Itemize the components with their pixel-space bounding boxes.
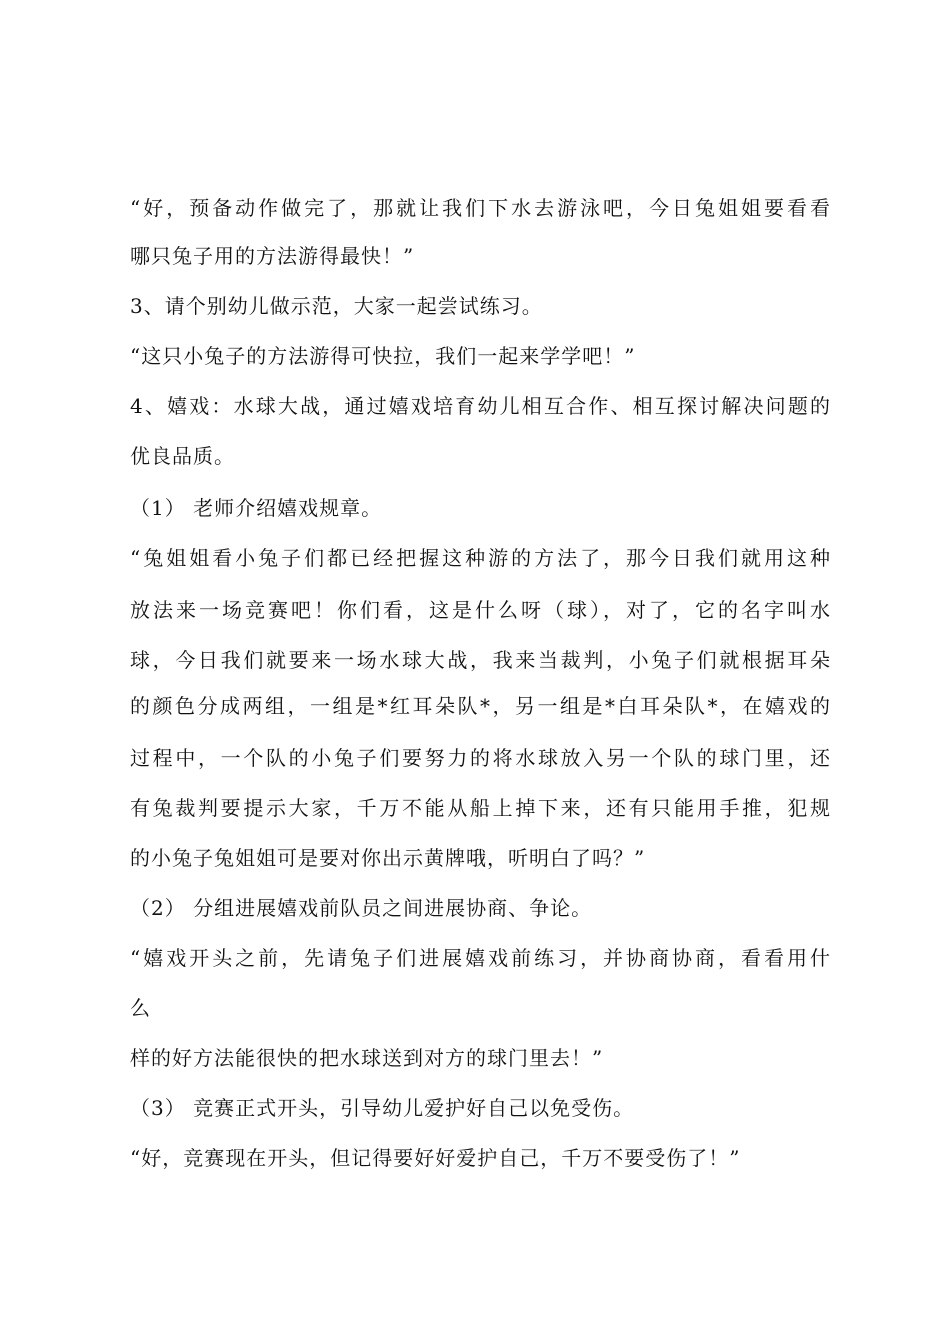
paragraph-line: “好，竞赛现在开头，但记得要好好爱护自己，千万不要受伤了！”: [130, 1146, 741, 1170]
paragraph-line: 放法来一场竞赛吧！你们看，这是什么呀（球），对了，它的名字叫水: [130, 598, 830, 622]
paragraph-line: 有兔裁判要提示大家，千万不能从船上掉下来，还有只能用手推，犯规: [130, 796, 830, 820]
paragraph-line: （1） 老师介绍嬉戏规章。: [130, 496, 383, 520]
paragraph-line: 球，今日我们就要来一场水球大战，我来当裁判，小兔子们就根据耳朵: [130, 648, 830, 672]
paragraph-line: 的颜色分成两组，一组是*红耳朵队*，另一组是*白耳朵队*，在嬉戏的: [130, 694, 830, 718]
paragraph-line: “兔姐姐看小兔子们都已经把握这种游的方法了，那今日我们就用这种: [130, 546, 830, 570]
paragraph-line: 过程中，一个队的小兔子们要努力的将水球放入另一个队的球门里，还: [130, 746, 830, 770]
paragraph-line: 的小兔子兔姐姐可是要对你出示黄牌哦，听明白了吗？”: [130, 846, 646, 870]
paragraph-line: 3、请个别幼儿做示范，大家一起尝试练习。: [130, 294, 543, 318]
paragraph-line: 么: [130, 996, 151, 1020]
paragraph-line: 哪只兔子用的方法游得最快！”: [130, 244, 415, 268]
paragraph-line: “嬉戏开头之前，先请兔子们进展嬉戏前练习，并协商协商，看看用什: [130, 946, 830, 970]
paragraph-line: （2） 分组进展嬉戏前队员之间进展协商、争论。: [130, 896, 593, 920]
paragraph-line: （3） 竞赛正式开头，引导幼儿爱护好自己以免受伤。: [130, 1096, 635, 1120]
paragraph-line: “这只小兔子的方法游得可快拉，我们一起来学学吧！”: [130, 344, 636, 368]
paragraph-line: 样的好方法能很快的把水球送到对方的球门里去！”: [130, 1046, 604, 1070]
paragraph-line: 优良品质。: [130, 444, 235, 468]
paragraph-line: “好，预备动作做完了，那就让我们下水去游泳吧，今日兔姐姐要看看: [130, 196, 830, 220]
paragraph-line: 4、嬉戏：水球大战，通过嬉戏培育幼儿相互合作、相互探讨解决问题的: [130, 394, 830, 418]
